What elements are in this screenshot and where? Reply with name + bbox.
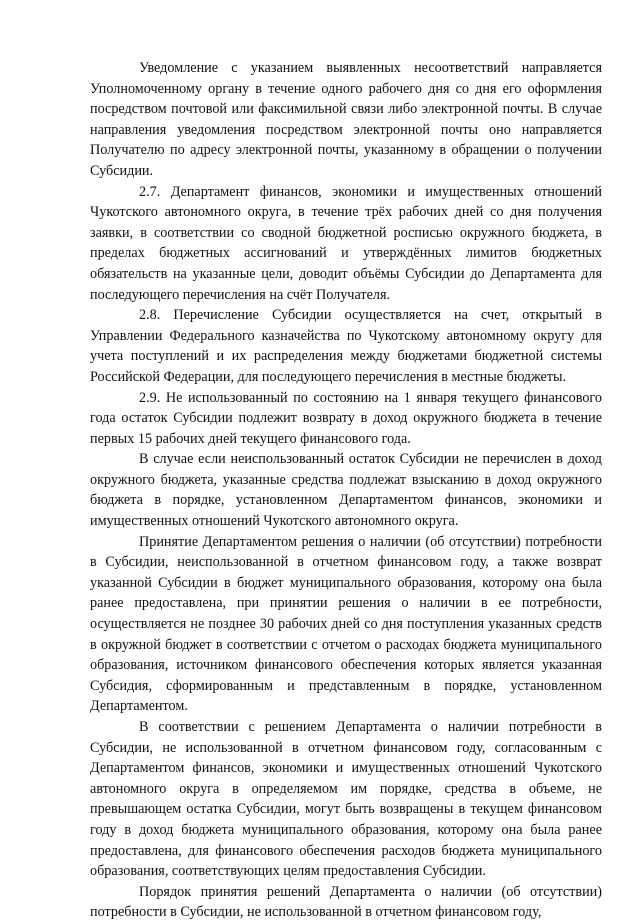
- paragraph-2-7: 2.7. Департамент финансов, экономики и имущественных отношений Чукотского автономного округа, в течение трёх рабочих дней со дня получения заявки, в соответствии со сводной бюджетной росписью окружного бюджета, в пределах бюджетных ассигнований и утверждённых лимитов бюджетных обязательств на указанные цели, доводит объёмы Субсидии до Департамента для последующего перечисления на счёт Получателя.: [90, 183, 602, 303]
- document-page: [90, 58, 602, 923]
- paragraph-decision-procedure: Порядок принятия решений Департамента о наличии (об отсутствии) потребности в Субсидии, не использованной в отчетном финансовом году,: [90, 883, 602, 921]
- paragraph-2-8: 2.8. Перечисление Субсидии осуществляется на счет, открытый в Управлении Федерального казначейства по Чукотскому автономному округу для учета поступлений и их распределения между бюджетами бюджетной системы Российской Федерации, для последующего перечисления в местные бюджеты.: [90, 307, 602, 385]
- paragraph-decision-adoption: Принятие Департаментом решения о наличии (об отсутствии) потребности в Субсидии, неиспользованной в отчетном финансовом году, а также возврат указанной Субсидии в бюджет муниципального образования, которому она была ранее предоставлена, при принятии решения о наличии в ее потребности, осуществляется не позднее 30 рабочих дней со дня поступления указанных средств в окружной бюджет в соответствии с отчетом о расходах бюджета муниципального образования, источником финансового обеспечения которых является указанная Субсидия, сформированным и представленным в порядке, установленном Департаментом.: [90, 533, 602, 715]
- paragraph-decision-accordance: В соответствии с решением Департамента о наличии потребности в Субсидии, не использованной в отчетном финансовом году, согласованным с Департаментом финансов, экономики и имущественных отношений Чукотского автономного округа в определяемом им порядке, средства в объеме, не превышающем остатка Субсидии, могут быть возвращены в текущем финансовом году в доход бюджета муниципального образования, которому она была ранее предоставлена, для финансового обеспечения расходов бюджета муниципального образования, соответствующих целям предоставления Субсидии.: [90, 719, 602, 880]
- paragraph-notification: Уведомление с указанием выявленных несоответствий направляется Уполномоченному органу в течение одного рабочего дня со дня его оформления посредством почтовой или факсимильной связи либо электронной почты. В случае направления уведомления посредством электронной почты оно направляется Получателю по адресу электронной почты, указанному в обращении о получении Субсидии.: [90, 60, 602, 179]
- paragraph-unused-balance: В случае если неиспользованный остаток Субсидии не перечислен в доход окружного бюджета, указанные средства подлежат взысканию в доход окружного бюджета в порядке, установленном Департаментом финансов, экономики и имущественных отношений Чукотского автономного округа.: [90, 451, 602, 530]
- paragraph-2-9: 2.9. Не использованный по состоянию на 1 января текущего финансового года остаток Субсидии подлежит возврату в доход окружного бюджета в течение первых 15 рабочих дней текущего финансового года.: [90, 389, 602, 447]
